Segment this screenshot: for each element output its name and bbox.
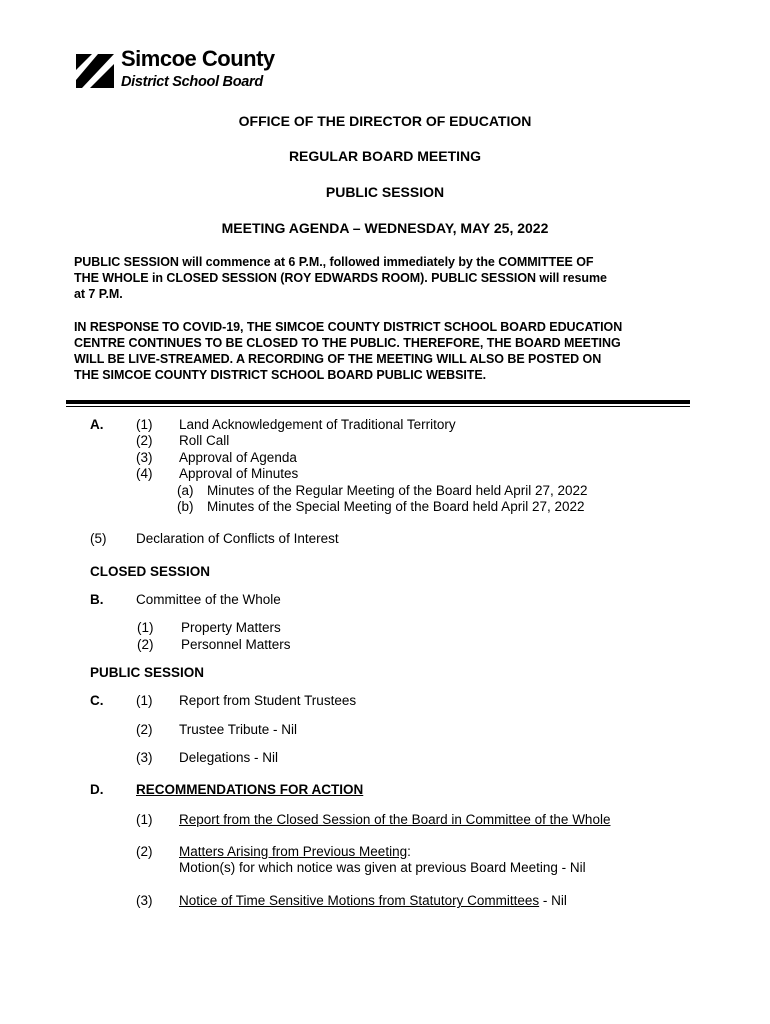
agenda-item-title: Notice of Time Sensitive Motions from Statutory Committees: [179, 893, 540, 908]
item-number: (1): [136, 693, 153, 708]
sub-item: Minutes of the Special Meeting of the Board held April 27, 2022: [207, 499, 585, 514]
sub-item-letter: (b): [177, 499, 194, 514]
divider-thick: [66, 400, 690, 404]
item-number: (2): [136, 722, 153, 737]
section-b-title: Committee of the Whole: [136, 592, 281, 607]
item-number: (3): [136, 750, 153, 765]
agenda-heading: MEETING AGENDA – WEDNESDAY, MAY 25, 2022: [221, 220, 549, 236]
agenda-item: Property Matters: [181, 620, 281, 635]
section-d-title: RECOMMENDATIONS FOR ACTION: [136, 782, 364, 797]
logo-mark-icon: [76, 50, 114, 88]
agenda-item: Approval of Agenda: [179, 450, 297, 465]
item-number: (3): [136, 450, 153, 465]
covid-notice: IN RESPONSE TO COVID-19, THE SIMCOE COUNTY DISTRICT SCHOOL BOARD EDUCATION CENTRE CONTINUES TO BE CLOSED TO THE PUBLIC. THEREFORE, THE BOARD MEETING WILL BE LIVE-STREAMED. A RECORDING OF THE MEETING WILL ALSO BE POSTED ON THE SIMCOE COUNTY DISTRICT SCHOOL BOARD PUBLIC WEBSITE.: [74, 320, 623, 382]
item-number: (1): [136, 417, 153, 432]
agenda-item: Trustee Tribute - Nil: [179, 722, 298, 737]
agenda-item-suffix: :: [407, 844, 411, 859]
agenda-item: Roll Call: [179, 433, 230, 448]
closed-session-heading: CLOSED SESSION: [90, 564, 211, 579]
item-number: (2): [136, 844, 153, 859]
agenda-item: Report from the Closed Session of the Board in Committee of the Whole: [179, 812, 611, 827]
item-number: (1): [136, 812, 153, 827]
agenda-item-title: Matters Arising from Previous Meeting: [179, 844, 408, 859]
item-number: (2): [137, 637, 154, 652]
logo-subtitle: District School Board: [121, 74, 263, 90]
section-d-letter: D.: [90, 782, 104, 797]
board-logo: [76, 48, 286, 92]
sub-item-letter: (a): [177, 483, 194, 498]
logo-title: Simcoe County: [121, 46, 275, 71]
section-b-letter: B.: [90, 592, 104, 607]
agenda-item: [179, 844, 411, 860]
agenda-item: Delegations - Nil: [179, 750, 279, 765]
agenda-item: Personnel Matters: [181, 637, 291, 652]
item-number: (5): [90, 531, 107, 546]
item-number: (4): [136, 466, 153, 481]
agenda-item: Report from Student Trustees: [179, 693, 357, 708]
session-notice: PUBLIC SESSION will commence at 6 P.M., followed immediately by the COMMITTEE OF THE WHOLE in CLOSED SESSION (ROY EDWARDS ROOM). PUBLIC SESSION will resume at 7 P.M.: [74, 255, 607, 301]
section-a-letter: A.: [90, 417, 104, 432]
divider-thin: [66, 406, 690, 407]
item-number: (2): [136, 433, 153, 448]
sub-item: Minutes of the Regular Meeting of the Board held April 27, 2022: [207, 483, 588, 498]
section-c-letter: C.: [90, 693, 104, 708]
agenda-item: Approval of Minutes: [179, 466, 299, 481]
agenda-item-suffix: - Nil: [539, 893, 567, 908]
session-heading: PUBLIC SESSION: [325, 184, 445, 200]
agenda-item: [179, 893, 567, 909]
office-heading: OFFICE OF THE DIRECTOR OF EDUCATION: [238, 113, 532, 129]
item-number: (1): [137, 620, 154, 635]
agenda-item: Declaration of Conflicts of Interest: [136, 531, 339, 546]
public-session-heading: PUBLIC SESSION: [90, 665, 205, 680]
agenda-item: Land Acknowledgement of Traditional Territory: [179, 417, 456, 432]
meeting-heading: REGULAR BOARD MEETING: [288, 148, 482, 164]
agenda-item-detail: Motion(s) for which notice was given at previous Board Meeting - Nil: [179, 860, 586, 875]
item-number: (3): [136, 893, 153, 908]
